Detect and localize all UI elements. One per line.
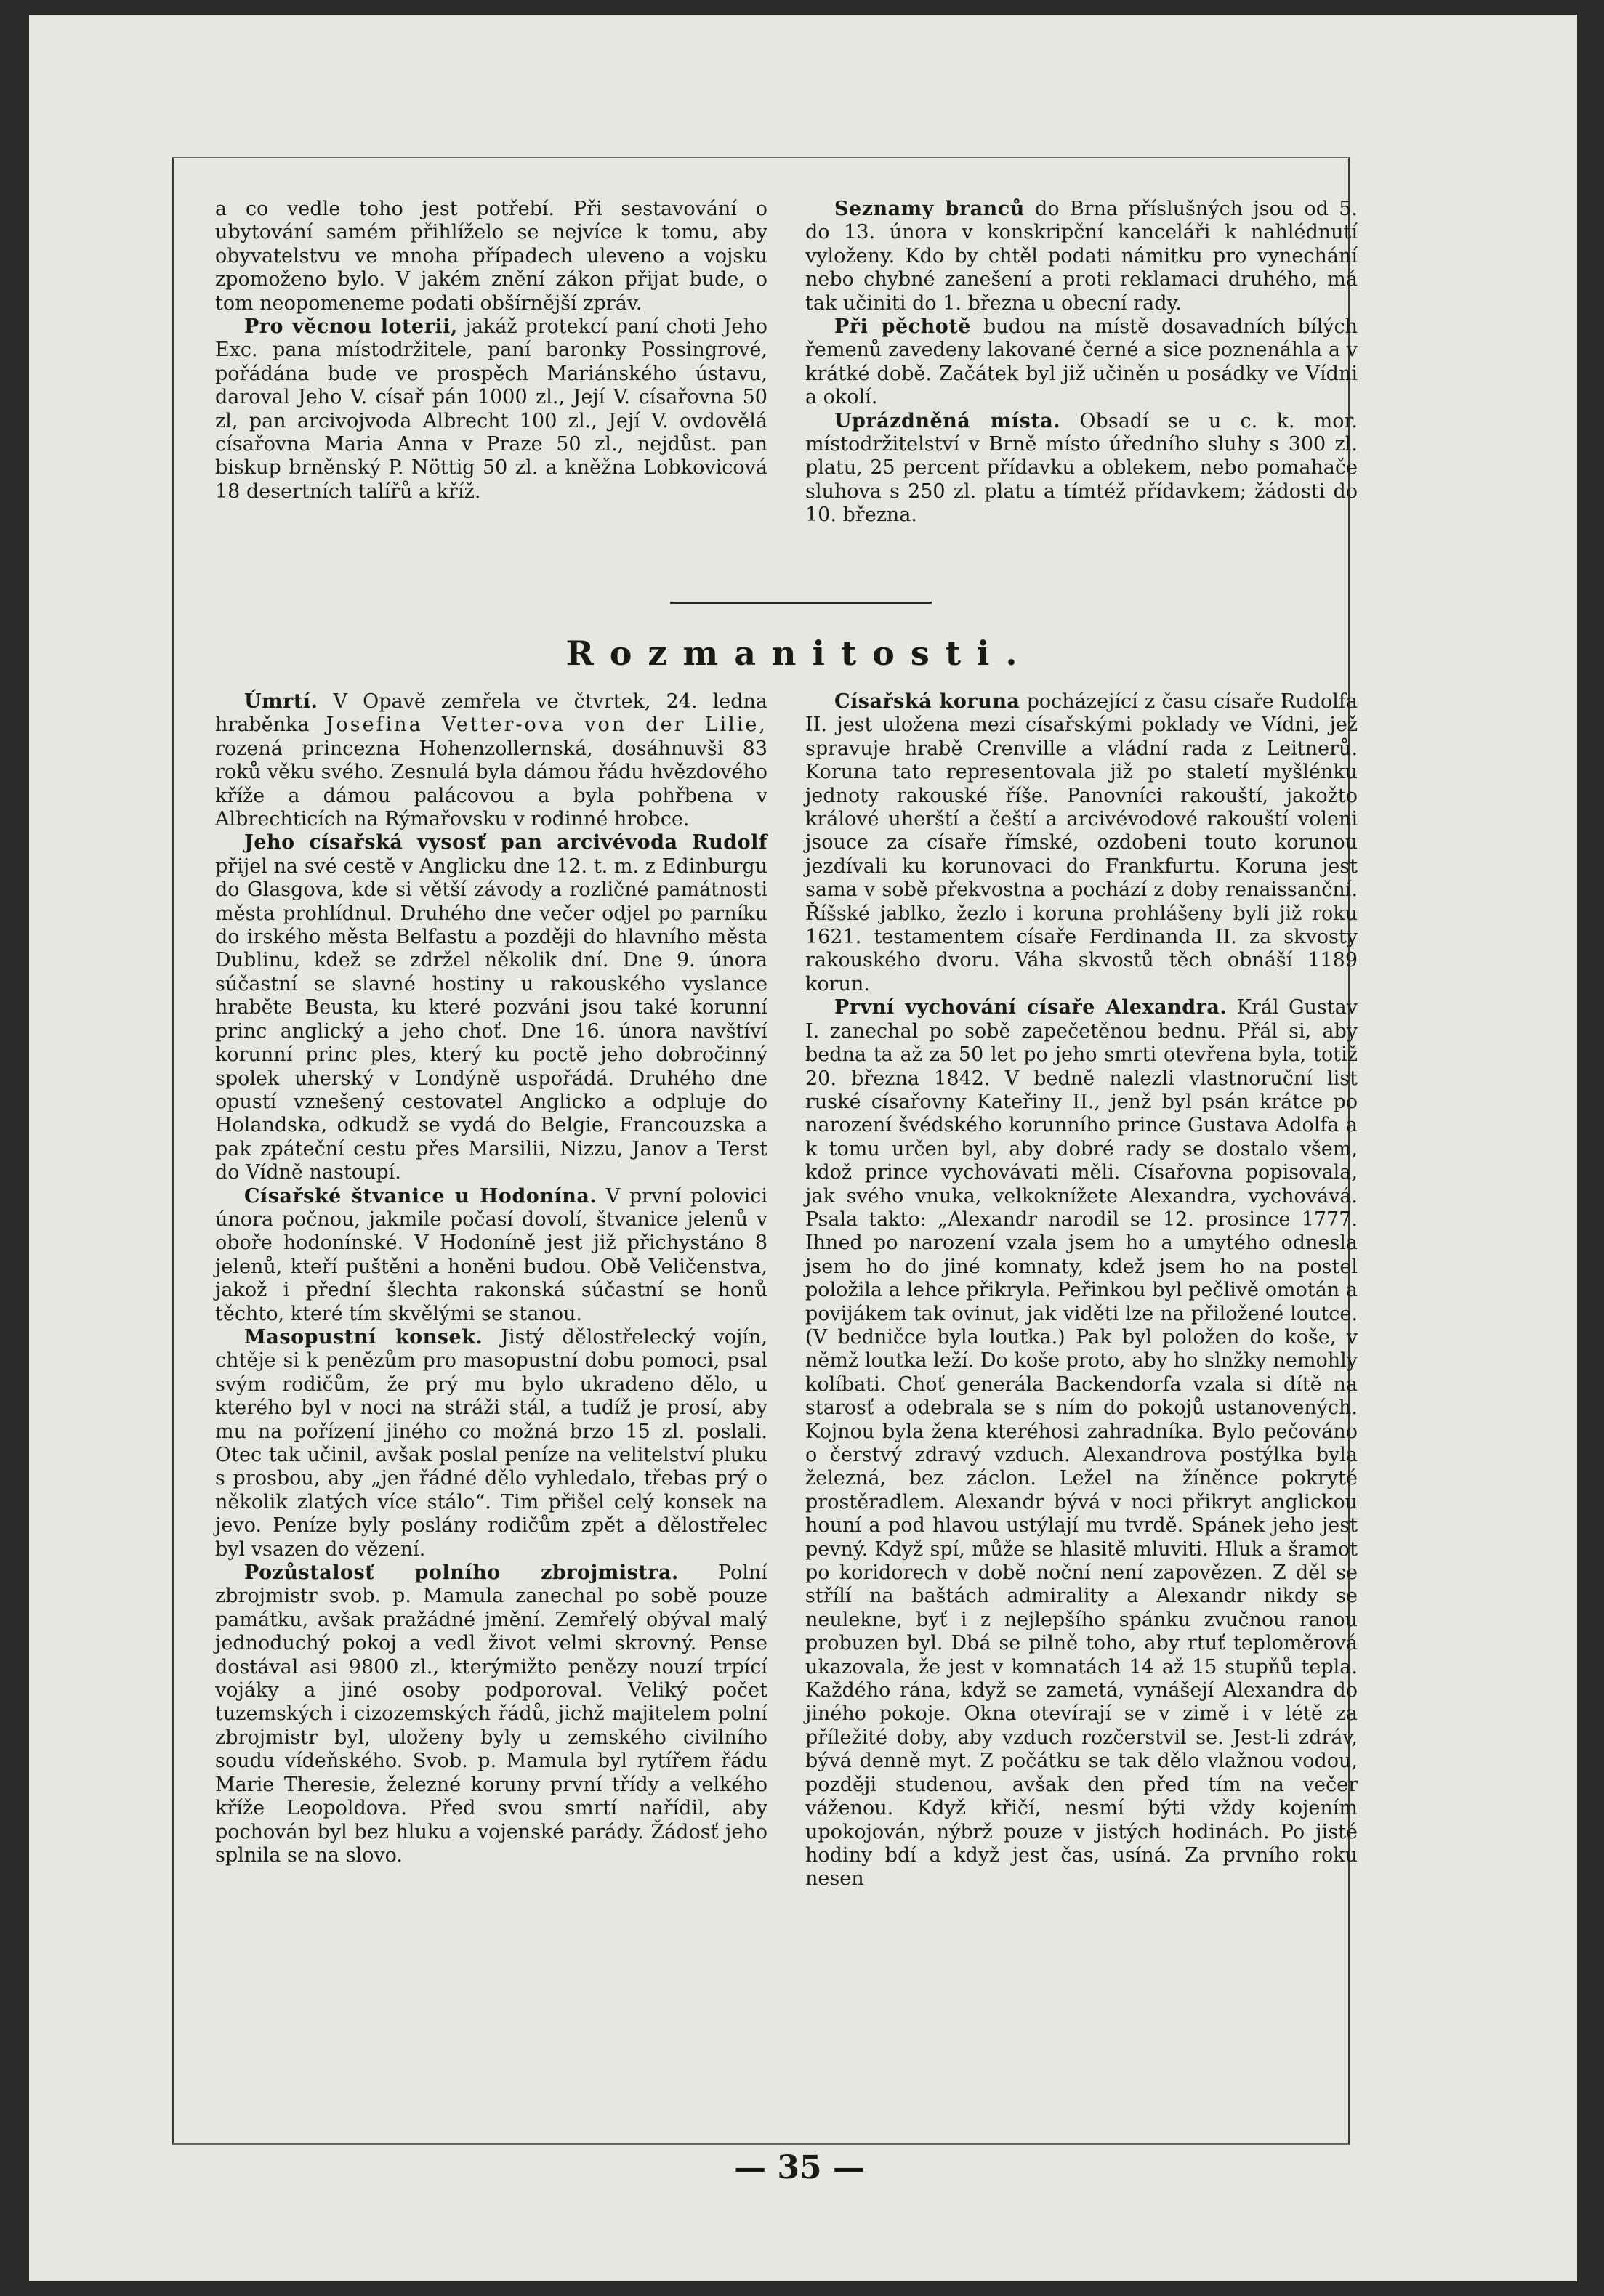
paragraph-infantry: Při pěchotě budou na místě dosavadních bílých řemenů zavedeny lakované černé a sice poznenáhla a v krátké době. Začátek byl již učiněn u posádky ve Vídni a okolí. xyxy=(805,315,1358,409)
paragraph-estate: Pozůstalosť polního zbrojmistra. Polní zbrojmistr svob. p. Mamula zanechal po sobě pouze památku, avšak pražádné jmění. Zemřelý obýval malý jednoduchý pokoj a vedl život velmi skrovný. Pense dostával asi 9800 zl., kterýmižto penězy nouzí trpící vojáky a jiné osoby podporoval. Veliký počet tuzemských i cizozemských řádů, jichž majitelem polní zbrojmistr byl, uloženy byly u zemského civilního soudu vídeňského. Svob. p. Mamula byl rytířem řádu Marie Theresie, železné koruny první třídy a velkého kříže Leopoldova. Před svou smrtí nařídil, aby pochován byl bez hluku a vojenské parády. Žádosť jeho splnila se na slovo. xyxy=(215,1561,767,1867)
paragraph-recruits: Seznamy branců do Brna příslušných jsou od 5. do 13. února v konskripční kanceláři k nahlédnutí vyloženy. Kdo by chtěl podati námitku pro vynechání nebo chybné zanešení a proti reklamaci druhého, má tak učiniti do 1. března u obecní rady. xyxy=(805,198,1358,315)
column-top-left xyxy=(215,198,767,504)
paragraph-imperial-crown: Císařská koruna pocházející z času císaře Rudolfa II. jest uložena mezi císařskými poklady ve Vídni, jež spravuje hrabě Crenville a vládní rada z Leitnerů. Koruna tato representovala již po staletí myšlénku jednoty rakouské říše. Panovníci rakouští, jakožto králové uherští a čeští a arcivévodové rakouští voleni jsouce za císaře římské, ozdobeni touto korunou jezdívali ku korunovaci do Frankfurtu. Koruna jest sama v sobě překvostna a pochází z doby renaissanční. Říšské jablko, žezlo i koruna prohlášeny byli již roku 1621. testamentem císaře Ferdinanda II. za skvosty rakouského dvoru. Váha skvostů těch obnáší 1189 korun. xyxy=(805,690,1358,995)
keyword-carnival-trick: Masopustní konsek. xyxy=(244,1325,483,1349)
keyword-obituary: Úmrtí. xyxy=(244,690,318,713)
column-bottom-right xyxy=(805,690,1358,1891)
paragraph-obituary: Úmrtí. V Opavě zemřela ve čtvrtek, 24. ledna hraběnka Josefina Vetter-ova von der Lilie, rozená princezna Hohenzollernská, dosáhnuvši 83 roků věku svého. Zesnulá byla dámou řádu hvězdového kříže a dámou palácovou a byla pohřbena v Albrechticích na Rýmařovsku v rodinné hrobce. xyxy=(215,690,767,831)
keyword-vacancies: Uprázdněná místa. xyxy=(834,409,1061,432)
column-bottom-left xyxy=(215,690,767,1867)
keyword-estate: Pozůstalosť polního zbrojmistra. xyxy=(244,1561,679,1585)
keyword-imperial-crown: Císařská koruna xyxy=(834,690,1020,713)
section-divider xyxy=(670,602,932,604)
paragraph-carnival-trick: Masopustní konsek. Jistý dělostřelecký vojín, chtěje si k penězům pro masopustní dobu pomoci, psal svým rodičům, že prý mu bylo ukradeno dělo, u kterého byl v noci na stráži stál, a tudíž je prosí, aby mu na pořízení jiného co možná brzo 15 zl. poslali. Otec tak učinil, avšak poslal peníze na velitelství pluku s prosbou, aby „jen řádné dělo vyhledalo, třebas prý o několik zlatých více stálo“. Tim přišel celý konsek na jevo. Peníze byly poslány rodičům zpět a dělostřelec byl vsazen do vězení. xyxy=(215,1325,767,1561)
keyword-lottery: Pro věcnou loterii, xyxy=(244,315,458,339)
keyword-infantry: Při pěchotě xyxy=(834,315,971,339)
keyword-alexander-upbringing: První vychování císaře Alexandra. xyxy=(834,996,1228,1019)
column-top-right xyxy=(805,198,1358,527)
paragraph-vacancies: Uprázdněná místa. Obsadí se u c. k. mor. místodržitelství v Brně místo úředního sluhy s 300 zl. platu, 25 percent přídavku a oblekem, nebo pomahače sluhova s 250 zl. platu a tímtéž přídavkem; žádosti do 10. března. xyxy=(805,409,1358,527)
keyword-archduke-rudolf: Jeho císařská vysosť pan arcivévoda Rudolf xyxy=(244,831,767,854)
paragraph-archduke-rudolf: Jeho císařská vysosť pan arcivévoda Rudolf přijel na své cestě v Anglicku dne 12. t. m. z Edinburgu do Glasgova, kde si větší závody a rozličné památnosti města prohlídnul. Druhého dne večer odjel po parníku do irského města Belfastu a později do hlavního města Dublinu, kdež se zdržel několik dní. Dne 9. února súčastní se slavné hostiny u rakouského vyslance hraběte Beusta, ku které pozváni jsou také korunní princ anglický a jeho choť. Dne 16. února navštíví korunní princ ples, který ku poctě jeho dobročinný spolek uherský v Londýně uspořádá. Druhého dne opustí vznešený cestovatel Anglicko a odpluje do Holandska, odkudž se vydá do Belgie, Francouzska a pak zpáteční cestu přes Marsilii, Nizzu, Janov a Terst do Vídně nastoupí. xyxy=(215,831,767,1184)
keyword-recruits: Seznamy branců xyxy=(834,198,1025,220)
page-number: — 35 — xyxy=(734,2149,865,2186)
section-heading: Rozmanitosti. xyxy=(565,634,1033,673)
paragraph-lottery: Pro věcnou loterii, jakáž protekcí paní choti Jeho Exc. pana místodržitele, paní baronky Possingrové, pořádána bude ve prospěch Mariánského ústavu, daroval Jeho V. císař pán 1000 zl., Její V. císařovna 50 zl, pan arcivojvoda Albrecht 100 zl., Její V. ovdovělá císařovna Maria Anna v Praze 50 zl., nejdůst. pan biskup brněnský P. Nöttig 50 zl. a kněžna Lobkovicová 18 desertních talířů a kříž. xyxy=(215,315,768,503)
paragraph-lodging-continued: a co vedle toho jest potřebí. Při sestavování o ubytování samém přihlíželo se nejvíce k tomu, aby obyvatelstvu ve mnoha případech uleveno a vojsku zpomoženo bylo. V jakém znění zákon přijat bude, o tom neopomeneme podati obšírnější zpráv. xyxy=(215,198,767,315)
keyword-imperial-hunt: Císařské štvanice u Hodonína. xyxy=(244,1184,597,1208)
paragraph-alexander-upbringing: První vychování císaře Alexandra. Král Gustav I. zanechal po sobě zapečetěnou bednu. Přál si, aby bedna ta až za 50 let po jeho smrti otevřena byla, totiž 20. března 1842. V bedně nalezli vlastnoruční list ruské císařovny Kateřiny II., jenž byl psán krátce po narození švédského korunního prince Gustava Adolfa a k tomu určen byl, aby dobré rady se dostalo všem, kdož prince vychovávati měli. Císařovna popisovala, jak svého vnuka, velkoknížete Alexandra, vychovává. Psala takto: „Alexandr narodil se 12. prosince 1777. Ihned po narození vzala jsem ho a umytého odnesla jsem ho do jiné komnaty, kdež jsem ho na postel položila a lehce přikryla. Peřinkou byl pečlivě omotán a povijákem tak ovinut, jak viděti lze na přiložené loutce. (V bedničce byla loutka.) Pak byl položen do koše, v němž loutka leží. Do koše proto, aby ho slnžky nemohly kolíbati. Choť generála Backendorfa vzala si dítě na starosť a odebrala se s ním do pokojů ustanovených. Kojnou byla žena kteréhosi zahradníka. Bylo pečováno o čerstvý zdravý vzduch. Alexandrova postýlka byla železná, bez záclon. Ležel na žíněnce pokryté prostěradlem. Alexandr bývá v noci přikryt anglickou houní a pod hlavou ustýlají mu tvrdě. Spánek jeho jest pevný. Když spí, může se hlasitě mluviti. Hluk a šramot po koridorech v době noční není zapovězen. Z děl se střílí na baštách admirality a Alexandr nikdy se neulekne, byť i z nejlepšího spánku zvučnou ranou probuzen byl. Dbá se pilně toho, aby rtuť teploměrová ukazovala, že jest v komnatách 14 až 15 stupňů tepla. Každého rána, když se zametá, vynášejí Alexandra do jiného pokoje. Okna otevírají se v zimě i v létě za příležité doby, aby vzduch rozčerstvil se. Jest-li zdráv, bývá denně myt. Z počátku se tak dělo vlažnou vodou, později studenou, avšak den před tím na večer váženou. Když křičí, nesmí býti vždy kojením upokojován, nýbrž pouze v jistých hodinách. Po jisté hodiny bdí a když jest čas, usíná. Za prvního roku nesen xyxy=(805,996,1358,1891)
paragraph-imperial-hunt: Císařské štvanice u Hodonína. V první polovici února počnou, jakmile počasí dovolí, štvanice jelenů v oboře hodonínské. V Hodoníně jest již přichystáno 8 jelenů, kteří puštěni a honěni budou. Obě Veličenstva, jakož i přední šlechta rakonská súčastní se honů těchto, které tím skvělými se stanou. xyxy=(215,1184,767,1325)
